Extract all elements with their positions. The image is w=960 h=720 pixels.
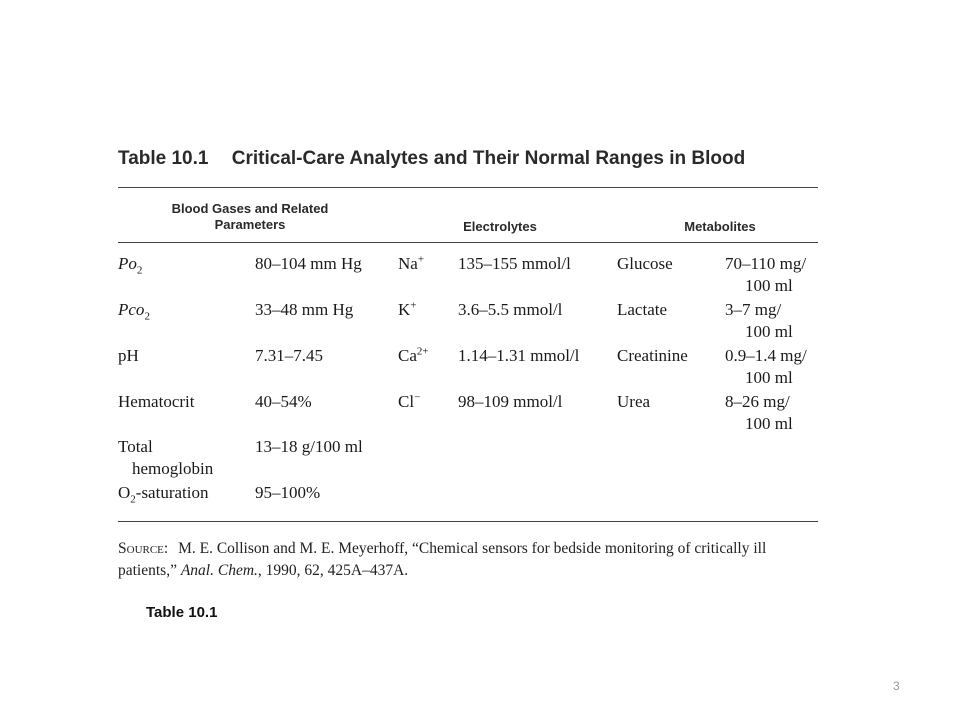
electrolyte-ion: $Ca^{2+}$ bbox=[398, 345, 429, 365]
electrolyte-value: 3.6–5.5 mmol/l bbox=[458, 300, 563, 319]
header-blood-gases-line2: Parameters bbox=[214, 217, 286, 232]
header-rule bbox=[118, 242, 818, 243]
source-text-after: , 1990, 62, 425A–437A. bbox=[257, 562, 409, 579]
table-title bbox=[118, 148, 745, 170]
blood-gas-value: 7.31–7.45 bbox=[255, 346, 323, 365]
metabolite-value: 70–110 mg/ 100 ml bbox=[725, 254, 807, 295]
blood-gas-value: 80–104 mm Hg bbox=[255, 254, 362, 273]
metabolite-value: 3–7 mg/ 100 ml bbox=[725, 300, 793, 341]
source-label: Source: bbox=[118, 540, 169, 557]
header-blood-gases bbox=[145, 201, 355, 233]
metabolite-name: Creatinine bbox=[617, 346, 688, 365]
electrolyte-ion: Cl− bbox=[398, 391, 421, 411]
table-title-text: Critical-Care Analytes and Their Normal Ranges in Blood bbox=[231, 148, 746, 169]
blood-gas-name: Pco$_2$ bbox=[118, 300, 150, 323]
top-rule bbox=[118, 187, 818, 188]
bottom-rule bbox=[118, 521, 818, 522]
electrolyte-value: 98–109 mmol/l bbox=[458, 392, 563, 411]
metabolite-value: 0.9–1.4 mg/ 100 ml bbox=[725, 346, 807, 387]
slide-caption: Table 10.1 bbox=[146, 604, 218, 621]
metabolite-name: Glucose bbox=[617, 254, 673, 273]
electrolyte-ion: K+ bbox=[398, 299, 417, 319]
page-number: 3 bbox=[893, 679, 900, 693]
metabolite-name: Urea bbox=[617, 392, 651, 411]
source-text: M. E. Collison and M. E. Meyerhoff, “Chemical sensors for bedside monitoring of critically ill patients,” bbox=[118, 540, 767, 579]
metabolite-name: Lactate bbox=[617, 300, 668, 319]
blood-gas-value: 40–54% bbox=[255, 392, 312, 411]
blood-gas-name: $Po_2$ bbox=[118, 254, 143, 277]
blood-gas-name: Total hemoglobin bbox=[118, 437, 214, 478]
blood-gas-value: 13–18 g/100 ml bbox=[255, 437, 363, 456]
blood-gas-value: 95–100% bbox=[255, 483, 321, 502]
source-journal: Anal. Chem. bbox=[180, 562, 258, 579]
electrolyte-value: 135–155 mmol/l bbox=[458, 254, 571, 273]
table-title-number: Table 10.1 bbox=[118, 148, 209, 169]
header-blood-gases-line1: Blood Gases and Related bbox=[171, 201, 329, 216]
blood-gas-value: 33–48 mm Hg bbox=[255, 300, 354, 319]
electrolyte-value: 1.14–1.31 mmol/l bbox=[458, 346, 580, 365]
header-metabolites: Metabolites bbox=[684, 219, 756, 234]
blood-gas-name: Hematocrit bbox=[118, 392, 195, 411]
source-note bbox=[118, 538, 823, 582]
blood-gas-name: $O_2$-saturation bbox=[118, 483, 209, 506]
metabolite-value: 8–26 mg/ 100 ml bbox=[725, 392, 793, 433]
blood-gas-name: pH bbox=[118, 346, 139, 365]
electrolyte-ion: Na+ bbox=[398, 253, 425, 273]
header-electrolytes: Electrolytes bbox=[463, 219, 537, 234]
